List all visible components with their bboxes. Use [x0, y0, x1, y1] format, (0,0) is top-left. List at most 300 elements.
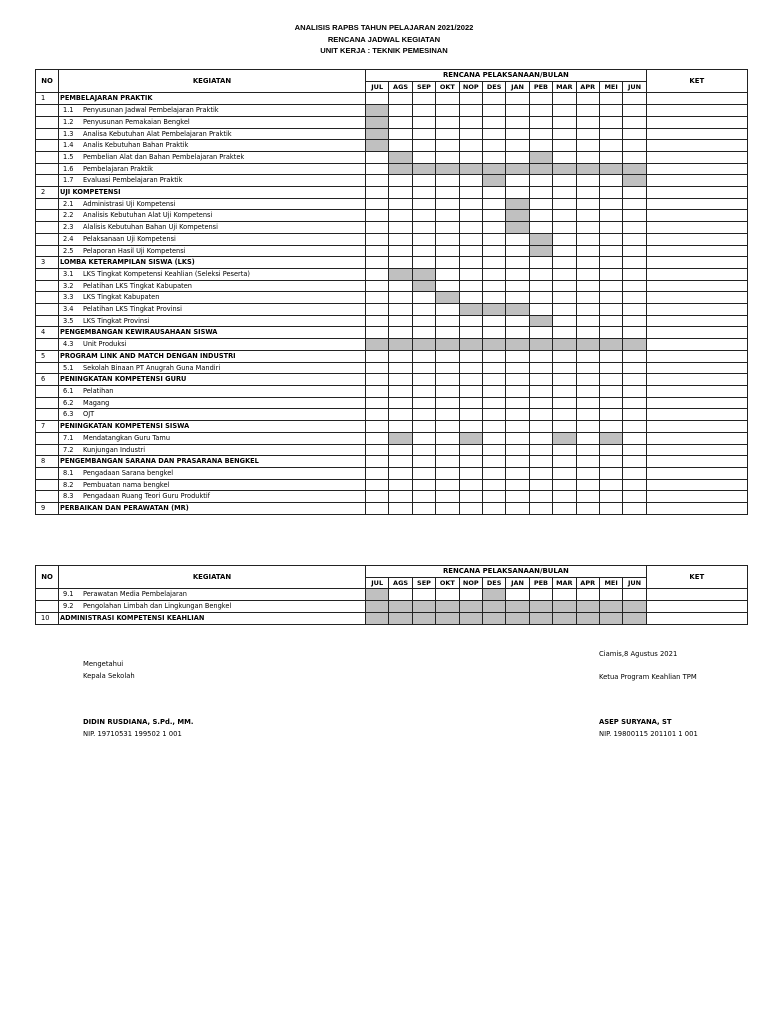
month-cell: [389, 374, 412, 386]
month-cell: [389, 140, 412, 152]
month-cell: [436, 456, 459, 468]
month-cell: [623, 456, 646, 468]
program-head-title: Ketua Program Keahlian TPM: [599, 673, 697, 681]
row-number: [36, 339, 59, 351]
activity-row: [36, 339, 748, 351]
activity-cell: [59, 385, 366, 397]
month-cell: [412, 187, 435, 199]
activity-label: Analisa Kebutuhan Alat Pembelajaran Praktik: [83, 129, 232, 138]
month-cell: [482, 444, 505, 456]
month-cell: [623, 245, 646, 257]
month-cell: [459, 467, 482, 479]
activity-row: [36, 467, 748, 479]
month-cell: [599, 222, 622, 234]
activity-row: [36, 292, 748, 304]
activity-cell: [59, 397, 366, 409]
month-cell: [412, 479, 435, 491]
row-number: [36, 210, 59, 222]
month-cell: [366, 304, 389, 316]
month-cell: [506, 385, 529, 397]
ket-cell: [646, 280, 747, 292]
month-cell: [599, 491, 622, 503]
section-row: [36, 257, 748, 269]
activity-number: 8.3: [63, 492, 74, 501]
row-number: [36, 397, 59, 409]
ket-cell: [646, 601, 747, 613]
month-cell: [506, 315, 529, 327]
month-cell: [553, 467, 576, 479]
month-cell: [599, 397, 622, 409]
month-cell: [482, 222, 505, 234]
month-cell: [553, 292, 576, 304]
activity-number: 3.4: [63, 305, 74, 314]
month-cell: [599, 233, 622, 245]
month-cell: [366, 187, 389, 199]
title-line-3: UNIT KERJA : TEKNIK PEMESINAN: [320, 46, 448, 55]
month-cell: [506, 327, 529, 339]
scheduled-month-cell: [529, 233, 552, 245]
section-label: PENGEMBANGAN KEWIRAUSAHAAN SISWA: [59, 327, 366, 339]
row-number: 2: [36, 187, 59, 199]
month-cell: [623, 409, 646, 421]
month-cell: [482, 467, 505, 479]
month-header: AGS: [389, 81, 412, 93]
month-header: MEI: [599, 577, 622, 589]
month-cell: [506, 444, 529, 456]
month-cell: [366, 432, 389, 444]
month-cell: [529, 210, 552, 222]
month-cell: [366, 198, 389, 210]
month-cell: [529, 292, 552, 304]
month-cell: [366, 93, 389, 105]
month-cell: [553, 175, 576, 187]
header-kegiatan: KEGIATAN: [59, 70, 366, 93]
ket-cell: [646, 385, 747, 397]
month-cell: [506, 105, 529, 117]
scheduled-month-cell: [412, 339, 435, 351]
scheduled-month-cell: [482, 304, 505, 316]
scheduled-month-cell: [576, 339, 599, 351]
month-cell: [576, 233, 599, 245]
scheduled-month-cell: [412, 280, 435, 292]
month-cell: [623, 233, 646, 245]
month-cell: [529, 374, 552, 386]
scheduled-month-cell: [412, 268, 435, 280]
month-cell: [576, 409, 599, 421]
month-cell: [576, 187, 599, 199]
month-cell: [412, 140, 435, 152]
month-cell: [506, 187, 529, 199]
activity-cell: [59, 222, 366, 234]
activity-cell: [59, 245, 366, 257]
row-number: [36, 432, 59, 444]
activity-label: Unit Produksi: [83, 340, 127, 349]
activity-number: 3.5: [63, 316, 74, 325]
month-cell: [576, 128, 599, 140]
month-cell: [482, 116, 505, 128]
month-cell: [389, 397, 412, 409]
scheduled-month-cell: [436, 612, 459, 624]
month-header: DES: [482, 81, 505, 93]
scheduled-month-cell: [389, 151, 412, 163]
month-cell: [576, 385, 599, 397]
month-header: MEI: [599, 81, 622, 93]
month-cell: [506, 116, 529, 128]
month-cell: [459, 479, 482, 491]
month-cell: [412, 292, 435, 304]
month-cell: [436, 187, 459, 199]
ket-cell: [646, 467, 747, 479]
scheduled-month-cell: [623, 163, 646, 175]
month-cell: [412, 503, 435, 515]
month-cell: [436, 350, 459, 362]
month-cell: [529, 491, 552, 503]
scheduled-month-cell: [459, 612, 482, 624]
row-number: [36, 116, 59, 128]
row-number: [36, 385, 59, 397]
month-cell: [506, 292, 529, 304]
month-cell: [529, 105, 552, 117]
month-cell: [389, 503, 412, 515]
month-cell: [459, 374, 482, 386]
principal-name: DIDIN RUSDIANA, S.Pd., MM.: [83, 718, 194, 726]
month-cell: [529, 456, 552, 468]
month-cell: [576, 315, 599, 327]
month-cell: [436, 105, 459, 117]
month-cell: [459, 444, 482, 456]
activity-label: Evaluasi Pembelajaran Praktik: [83, 176, 183, 185]
month-cell: [623, 397, 646, 409]
month-cell: [623, 198, 646, 210]
month-cell: [436, 503, 459, 515]
month-cell: [482, 362, 505, 374]
month-cell: [529, 257, 552, 269]
ket-cell: [646, 105, 747, 117]
month-cell: [366, 385, 389, 397]
month-cell: [553, 222, 576, 234]
row-number: [36, 491, 59, 503]
month-cell: [412, 304, 435, 316]
month-cell: [623, 374, 646, 386]
activity-number: 6.1: [63, 386, 74, 395]
ket-cell: [646, 444, 747, 456]
section-label: PROGRAM LINK AND MATCH DENGAN INDUSTRI: [59, 350, 366, 362]
month-cell: [459, 362, 482, 374]
activity-label: Pengadaan Sarana bengkel: [83, 468, 174, 477]
month-cell: [623, 268, 646, 280]
month-cell: [366, 163, 389, 175]
activity-row: [36, 280, 748, 292]
month-cell: [389, 362, 412, 374]
scheduled-month-cell: [623, 175, 646, 187]
ket-cell: [646, 198, 747, 210]
month-cell: [576, 245, 599, 257]
month-cell: [482, 385, 505, 397]
row-number: [36, 128, 59, 140]
month-cell: [553, 210, 576, 222]
month-cell: [366, 362, 389, 374]
month-cell: [623, 93, 646, 105]
month-cell: [459, 222, 482, 234]
month-cell: [366, 350, 389, 362]
ket-cell: [646, 456, 747, 468]
month-cell: [459, 350, 482, 362]
month-cell: [599, 503, 622, 515]
month-cell: [436, 245, 459, 257]
month-cell: [599, 175, 622, 187]
ket-cell: [646, 116, 747, 128]
title-line-2: RENCANA JADWAL KEGIATAN: [327, 34, 441, 44]
month-cell: [553, 327, 576, 339]
month-cell: [623, 467, 646, 479]
section-row: [36, 456, 748, 468]
month-cell: [599, 444, 622, 456]
row-number: [36, 362, 59, 374]
scheduled-month-cell: [366, 128, 389, 140]
month-header: JAN: [506, 577, 529, 589]
month-cell: [389, 444, 412, 456]
month-cell: [506, 151, 529, 163]
ket-cell: [646, 315, 747, 327]
month-cell: [459, 116, 482, 128]
month-cell: [599, 116, 622, 128]
month-cell: [623, 280, 646, 292]
activity-label: Mendatangkan Guru Tamu: [83, 433, 171, 442]
month-cell: [506, 374, 529, 386]
ket-cell: [646, 374, 747, 386]
month-cell: [506, 280, 529, 292]
month-cell: [553, 315, 576, 327]
title-line-1: ANALISIS RAPBS TAHUN PELAJARAN 2021/2022: [294, 23, 474, 32]
month-cell: [436, 491, 459, 503]
month-cell: [576, 105, 599, 117]
month-cell: [599, 245, 622, 257]
month-header: APR: [576, 81, 599, 93]
month-cell: [529, 432, 552, 444]
month-cell: [412, 374, 435, 386]
month-cell: [389, 175, 412, 187]
month-cell: [553, 421, 576, 433]
row-number: 10: [36, 612, 59, 624]
activity-row: [36, 444, 748, 456]
month-cell: [599, 421, 622, 433]
month-cell: [529, 362, 552, 374]
month-cell: [436, 362, 459, 374]
month-cell: [599, 327, 622, 339]
ket-cell: [646, 612, 747, 624]
month-cell: [576, 116, 599, 128]
month-cell: [482, 491, 505, 503]
scheduled-month-cell: [506, 304, 529, 316]
activity-number: 1.5: [63, 152, 74, 161]
month-cell: [482, 257, 505, 269]
month-cell: [366, 374, 389, 386]
month-cell: [459, 503, 482, 515]
month-cell: [506, 257, 529, 269]
month-cell: [553, 479, 576, 491]
scheduled-month-cell: [482, 601, 505, 613]
month-cell: [366, 175, 389, 187]
month-header: JUN: [623, 577, 646, 589]
activity-number: 1.4: [63, 141, 74, 150]
month-cell: [389, 233, 412, 245]
month-cell: [553, 140, 576, 152]
month-cell: [459, 268, 482, 280]
month-cell: [553, 589, 576, 601]
scheduled-month-cell: [506, 210, 529, 222]
month-cell: [553, 128, 576, 140]
month-cell: [412, 175, 435, 187]
row-number: [36, 589, 59, 601]
month-cell: [553, 409, 576, 421]
month-cell: [389, 304, 412, 316]
month-cell: [366, 315, 389, 327]
scheduled-month-cell: [366, 140, 389, 152]
scheduled-month-cell: [482, 163, 505, 175]
scheduled-month-cell: [506, 198, 529, 210]
month-cell: [436, 589, 459, 601]
activity-label: Pelaporan Hasil Uji Kompetensi: [83, 246, 186, 255]
month-cell: [389, 210, 412, 222]
ket-cell: [646, 222, 747, 234]
activity-row: [36, 601, 748, 613]
activity-label: Pelaksanaan Uji Kompetensi: [83, 234, 176, 243]
row-number: [36, 479, 59, 491]
section-label: PEMBELAJARAN PRAKTIK: [59, 93, 366, 105]
month-cell: [623, 479, 646, 491]
month-cell: [366, 151, 389, 163]
month-cell: [553, 268, 576, 280]
month-cell: [553, 444, 576, 456]
section-label: ADMINISTRASI KOMPETENSI KEAHLIAN: [59, 612, 366, 624]
row-number: [36, 105, 59, 117]
month-header: AGS: [389, 577, 412, 589]
month-cell: [412, 93, 435, 105]
scheduled-month-cell: [576, 163, 599, 175]
activity-number: 6.2: [63, 398, 74, 407]
month-cell: [576, 198, 599, 210]
activity-number: 3.2: [63, 281, 74, 290]
month-cell: [389, 187, 412, 199]
scheduled-month-cell: [529, 612, 552, 624]
activity-number: 1.2: [63, 117, 74, 126]
activity-cell: [59, 280, 366, 292]
month-cell: [599, 374, 622, 386]
scheduled-month-cell: [412, 163, 435, 175]
acknowledged-label: Mengetahui: [83, 660, 124, 668]
activity-label: LKS Tingkat Kompetensi Keahlian (Seleksi Peserta): [83, 269, 250, 278]
month-cell: [366, 479, 389, 491]
row-number: 4: [36, 327, 59, 339]
activity-label: Administrasi Uji Kompetensi: [83, 199, 176, 208]
scheduled-month-cell: [436, 601, 459, 613]
month-cell: [599, 292, 622, 304]
month-cell: [412, 409, 435, 421]
month-cell: [412, 210, 435, 222]
principal-title: Kepala Sekolah: [83, 672, 135, 680]
month-cell: [482, 479, 505, 491]
month-cell: [366, 503, 389, 515]
activity-cell: [59, 589, 366, 601]
month-cell: [576, 257, 599, 269]
month-cell: [576, 397, 599, 409]
month-cell: [506, 479, 529, 491]
month-header: PEB: [529, 81, 552, 93]
month-cell: [412, 456, 435, 468]
month-cell: [576, 444, 599, 456]
month-cell: [506, 432, 529, 444]
activity-row: [36, 210, 748, 222]
month-cell: [389, 479, 412, 491]
section-label: UJI KOMPETENSI: [59, 187, 366, 199]
row-number: 3: [36, 257, 59, 269]
month-cell: [599, 93, 622, 105]
scheduled-month-cell: [436, 339, 459, 351]
month-cell: [599, 385, 622, 397]
activity-row: [36, 222, 748, 234]
month-cell: [482, 105, 505, 117]
scheduled-month-cell: [459, 601, 482, 613]
section-row: [36, 187, 748, 199]
ket-cell: [646, 304, 747, 316]
scheduled-month-cell: [436, 163, 459, 175]
scheduled-month-cell: [576, 612, 599, 624]
scheduled-month-cell: [389, 163, 412, 175]
month-cell: [412, 105, 435, 117]
month-cell: [576, 292, 599, 304]
month-cell: [482, 140, 505, 152]
month-cell: [412, 327, 435, 339]
month-cell: [412, 589, 435, 601]
month-cell: [553, 245, 576, 257]
activity-row: [36, 128, 748, 140]
activity-label: Pelatihan LKS Tingkat Kabupaten: [83, 281, 192, 290]
ket-cell: [646, 327, 747, 339]
row-number: [36, 233, 59, 245]
row-number: [36, 601, 59, 613]
ket-cell: [646, 175, 747, 187]
month-cell: [412, 245, 435, 257]
activity-number: 2.2: [63, 211, 74, 220]
month-cell: [576, 210, 599, 222]
scheduled-month-cell: [553, 612, 576, 624]
month-cell: [412, 257, 435, 269]
scheduled-month-cell: [459, 304, 482, 316]
month-cell: [436, 327, 459, 339]
month-cell: [506, 397, 529, 409]
month-header: MAR: [553, 81, 576, 93]
month-cell: [599, 280, 622, 292]
ket-cell: [646, 233, 747, 245]
month-cell: [576, 140, 599, 152]
month-cell: [506, 233, 529, 245]
row-number: 1: [36, 93, 59, 105]
month-cell: [412, 467, 435, 479]
month-cell: [389, 589, 412, 601]
header-row: [36, 566, 748, 578]
month-cell: [436, 315, 459, 327]
month-cell: [553, 491, 576, 503]
ket-cell: [646, 292, 747, 304]
ket-cell: [646, 257, 747, 269]
month-cell: [553, 198, 576, 210]
month-cell: [529, 421, 552, 433]
month-header: OKT: [436, 577, 459, 589]
month-cell: [482, 374, 505, 386]
header-row: [36, 70, 748, 82]
month-cell: [459, 128, 482, 140]
month-cell: [436, 233, 459, 245]
